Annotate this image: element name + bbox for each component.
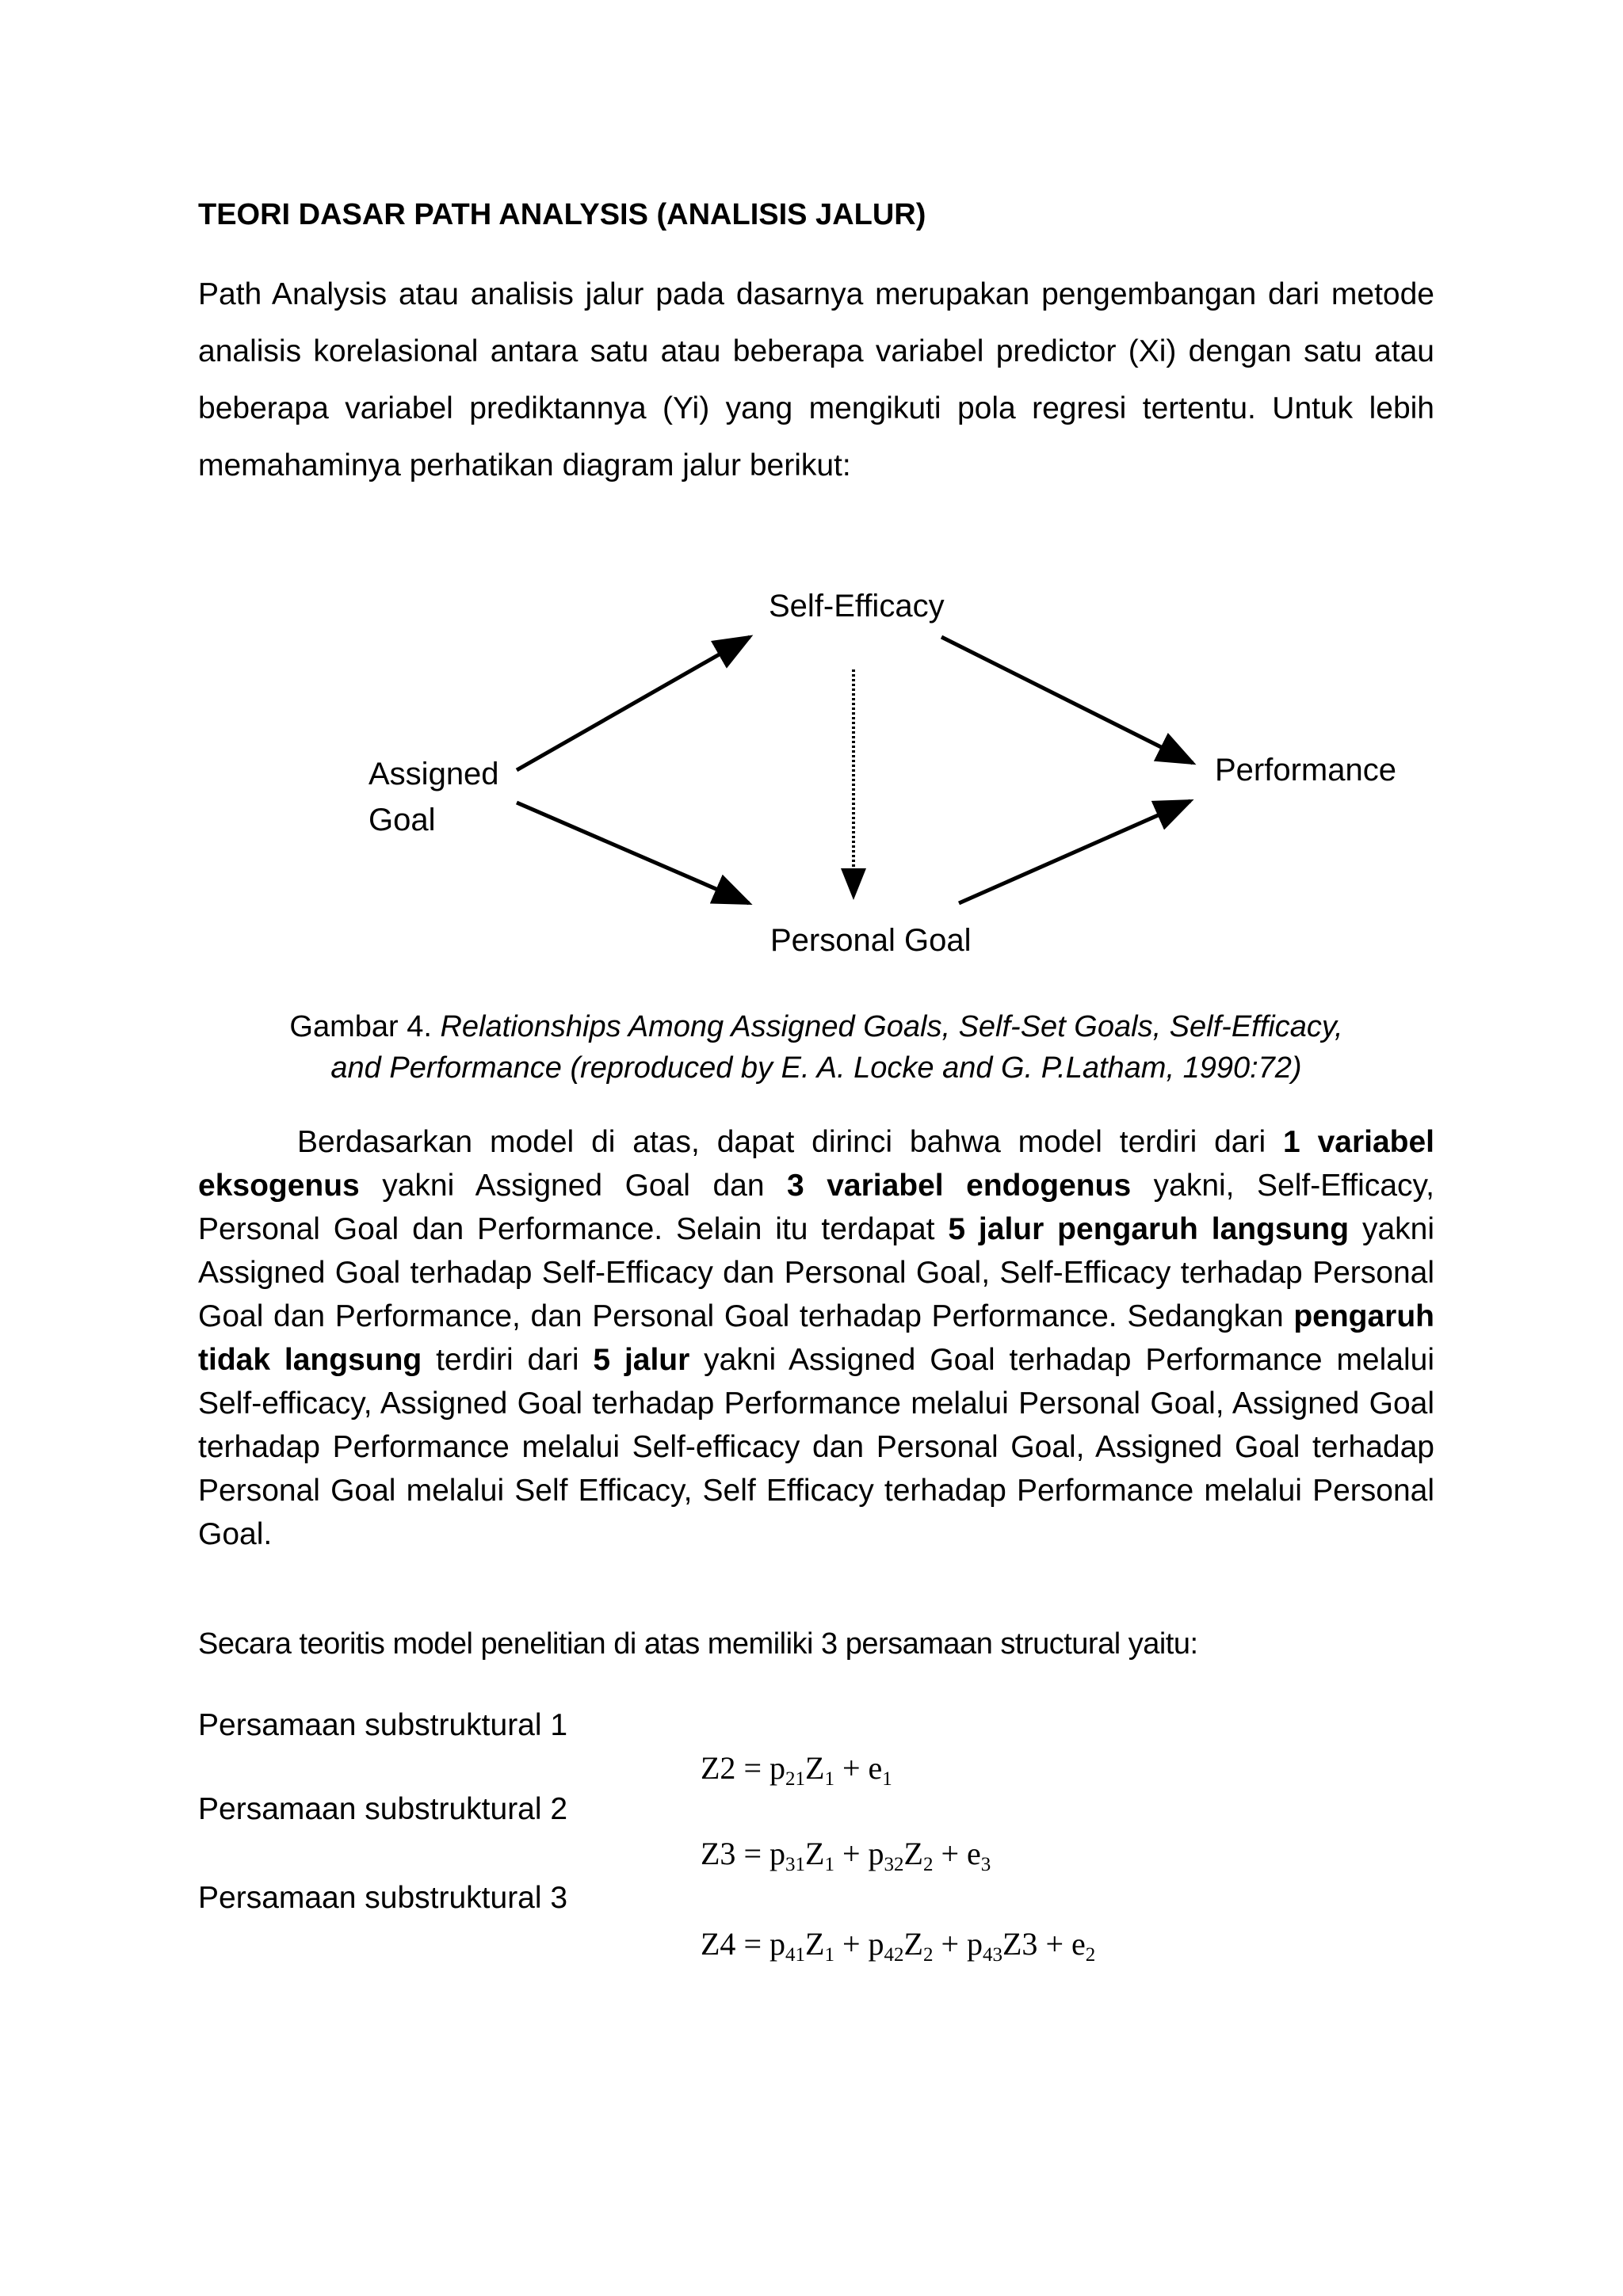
eq-sub: 1 xyxy=(824,1854,834,1875)
eq-sub: 41 xyxy=(785,1944,805,1966)
eq-sub: 21 xyxy=(785,1768,805,1790)
path-arrow-self-efficacy-to-performance xyxy=(941,637,1193,763)
path-arrow-assigned-to-self-efficacy xyxy=(517,637,750,770)
body-text: Berdasarkan model di atas, dapat dirinci bahwa model terdiri dari xyxy=(297,1125,1284,1159)
eq-term: p xyxy=(868,1926,884,1962)
eq-term: p xyxy=(769,1926,785,1962)
body-text: yakni, Self-Efficacy, Personal Goal dan Performance. Selain itu terdapat xyxy=(198,1169,1434,1246)
eq-sub: 2 xyxy=(1085,1944,1096,1966)
path-diagram xyxy=(0,0,1623,998)
eq-term: p xyxy=(769,1750,785,1786)
body-text: yakni Assigned Goal dan xyxy=(359,1169,788,1203)
path-arrow-personal-goal-to-performance xyxy=(959,801,1190,903)
eq-sub: 1 xyxy=(824,1944,834,1966)
equation-label-2: Persamaan substruktural 2 xyxy=(198,1792,568,1826)
body-bold: 5 jalur pengaruh langsung xyxy=(948,1212,1350,1246)
body-bold: 1 variabel eksogenus xyxy=(198,1125,1434,1203)
eq-term: Z3 xyxy=(1002,1926,1038,1962)
node-assigned-goal-line1: Assigned xyxy=(369,757,499,791)
caption-line2: and Performance (reproduced by E. A. Locke and G. P.Latham, 1990:72) xyxy=(330,1051,1302,1085)
eq-term: e xyxy=(967,1836,981,1871)
body-bold: pengaruh tidak langsung xyxy=(198,1299,1434,1377)
body-text: terdiri dari xyxy=(422,1343,594,1377)
equation-label-1: Persamaan substruktural 1 xyxy=(198,1708,568,1742)
eq-term: e xyxy=(1071,1926,1086,1962)
eq-term: + xyxy=(834,1750,869,1786)
eq-term: Z xyxy=(903,1926,923,1962)
eq-sub: 42 xyxy=(884,1944,904,1966)
page-title: TEORI DASAR PATH ANALYSIS (ANALISIS JALUR) xyxy=(198,198,926,231)
eq-term: e xyxy=(868,1750,883,1786)
eq-sub: 32 xyxy=(884,1854,904,1875)
eq-term: + xyxy=(933,1926,967,1962)
node-self-efficacy: Self-Efficacy xyxy=(769,589,945,624)
equation-3 xyxy=(701,1925,1095,1966)
eq-term: Z xyxy=(805,1750,825,1786)
node-personal-goal: Personal Goal xyxy=(770,923,972,958)
eq-term: p xyxy=(868,1836,884,1871)
path-arrow-assigned-to-personal-goal xyxy=(517,803,749,903)
eq-term: Z xyxy=(805,1926,825,1962)
eq-sub: 31 xyxy=(785,1854,805,1875)
body-text: yakni Assigned Goal terhadap Self-Efficacy dan Personal Goal, Self-Efficacy terhadap Personal Goal dan Performance, dan Personal Goal terhadap Performance. Sedangkan xyxy=(198,1212,1434,1333)
eq-term: + xyxy=(933,1836,967,1871)
node-assigned-goal-line2: Goal xyxy=(369,803,436,837)
eq-term: = xyxy=(735,1836,769,1871)
eq-sub: 43 xyxy=(983,1944,1002,1966)
eq-term: + xyxy=(834,1926,869,1962)
body-paragraph xyxy=(198,1120,1434,1556)
caption-prefix: Gambar 4. xyxy=(289,1010,441,1043)
eq-term: p xyxy=(769,1836,785,1871)
equation-label-3: Persamaan substruktural 3 xyxy=(198,1881,568,1915)
eq-term: = xyxy=(735,1750,769,1786)
eq-term: = xyxy=(735,1926,769,1962)
eq-sub: 1 xyxy=(882,1768,892,1790)
eq-sub: 1 xyxy=(824,1768,834,1790)
structural-intro: Secara teoritis model penelitian di atas memiliki 3 persamaan structural yaitu: xyxy=(198,1627,1198,1661)
intro-paragraph: Path Analysis atau analisis jalur pada dasarnya merupakan pengembangan dari metode analisis korelasional antara satu atau beberapa variabel predictor (Xi) dengan satu atau beberapa variabel prediktannya (Yi) yang mengikuti pola regresi tertentu. Untuk lebih memahaminya perhatikan diagram jalur berikut: xyxy=(198,277,1434,482)
equation-1 xyxy=(701,1749,892,1791)
eq-term: + xyxy=(1037,1926,1071,1962)
eq-sub: 2 xyxy=(922,1944,934,1966)
body-bold: 5 jalur xyxy=(593,1343,690,1377)
eq-term: Z xyxy=(903,1836,923,1871)
eq-term: Z xyxy=(805,1836,825,1871)
eq-term: + xyxy=(834,1836,869,1871)
body-text: yakni Assigned Goal terhadap Performance melalui Self-efficacy, Assigned Goal terhadap Performance melalui Personal Goal, Assigned Goal terhadap Performance melalui Self-efficacy dan Personal Goal, Assigned Goal terhadap Personal Goal melalui Self Efficacy, Self Efficacy terhadap Performance melalui Personal Goal. xyxy=(198,1343,1434,1551)
equation-2 xyxy=(701,1835,991,1876)
eq-sub: 3 xyxy=(980,1854,991,1875)
caption-line1: Relationships Among Assigned Goals, Self-Set Goals, Self-Efficacy, xyxy=(440,1010,1343,1043)
eq-term: p xyxy=(967,1926,983,1962)
eq-sub: 2 xyxy=(922,1854,934,1875)
figure-caption xyxy=(198,1006,1434,1089)
body-bold: 3 variabel endogenus xyxy=(787,1169,1132,1203)
eq-term: Z3 xyxy=(701,1836,736,1871)
eq-term: Z4 xyxy=(701,1926,736,1962)
node-performance: Performance xyxy=(1215,753,1396,788)
eq-term: Z2 xyxy=(701,1750,736,1786)
